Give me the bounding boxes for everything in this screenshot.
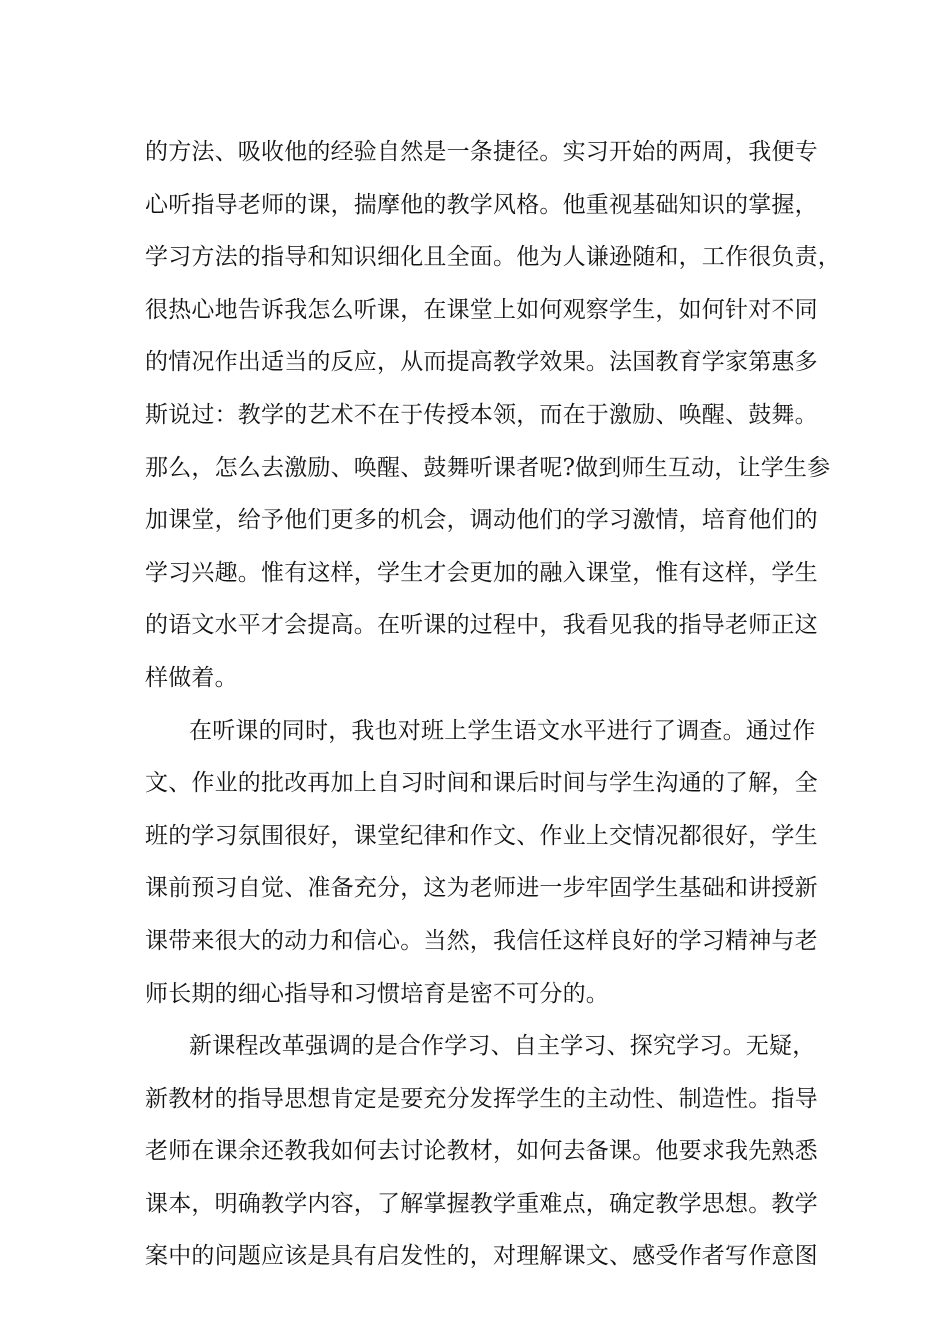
text-line: 的情况作出适当的反应，从而提高教学效果。法国教育学家第惠多 [145,349,818,376]
text-line: 文、作业的批改再加上自习时间和课后时间与学生沟通的了解，全 [145,770,818,797]
text-line: 老师在课余还教我如何去讨论教材，如何去备课。他要求我先熟悉 [145,1138,818,1165]
text-line: 学习兴趣。惟有这样，学生才会更加的融入课堂，惟有这样，学生 [145,559,818,586]
text-line: 师长期的细心指导和习惯培育是密不可分的。 [145,980,609,1007]
text-line: 课带来很大的动力和信心。当然，我信任这样良好的学习精神与老 [145,927,818,954]
text-line: 课前预习自觉、准备充分，这为老师进一步牢固学生基础和讲授新 [145,875,818,902]
text-line: 那么，怎么去激励、唤醒、鼓舞听课者呢?做到师生互动，让学生参 [145,454,831,481]
body-text [145,126,841,1283]
paragraph-start-line: 在听课的同时，我也对班上学生语文水平进行了调查。通过作 [189,717,816,744]
text-line: 的方法、吸收他的经验自然是一条捷径。实习开始的两周，我便专 [145,139,818,165]
text-line: 新教材的指导思想肯定是要充分发挥学生的主动性、制造性。指导 [145,1085,818,1112]
text-line: 斯说过：教学的艺术不在于传授本领，而在于激励、唤醒、鼓舞。 [145,401,818,428]
text-line: 学习方法的指导和知识细化且全面。他为人谦逊随和，工作很负责， [145,244,841,271]
text-line: 心听指导老师的课，揣摩他的教学风格。他重视基础知识的掌握， [145,191,818,218]
text-line: 的语文水平才会提高。在听课的过程中，我看见我的指导老师正这 [145,612,818,639]
text-line: 加课堂，给予他们更多的机会，调动他们的学习激情，培育他们的 [145,507,818,534]
text-line: 班的学习氛围很好，课堂纪律和作文、作业上交情况都很好，学生 [145,822,818,849]
text-line: 很热心地告诉我怎么听课，在课堂上如何观察学生，如何针对不同 [145,296,818,323]
text-line: 课本，明确教学内容，了解掌握教学重难点，确定教学思想。教学 [145,1190,818,1217]
paragraph-start-line: 新课程改革强调的是合作学习、自主学习、探究学习。无疑， [189,1033,816,1060]
text-line: 案中的问题应该是具有启发性的，对理解课文、感受作者写作意图 [145,1243,818,1270]
text-line: 样做着。 [145,664,238,691]
